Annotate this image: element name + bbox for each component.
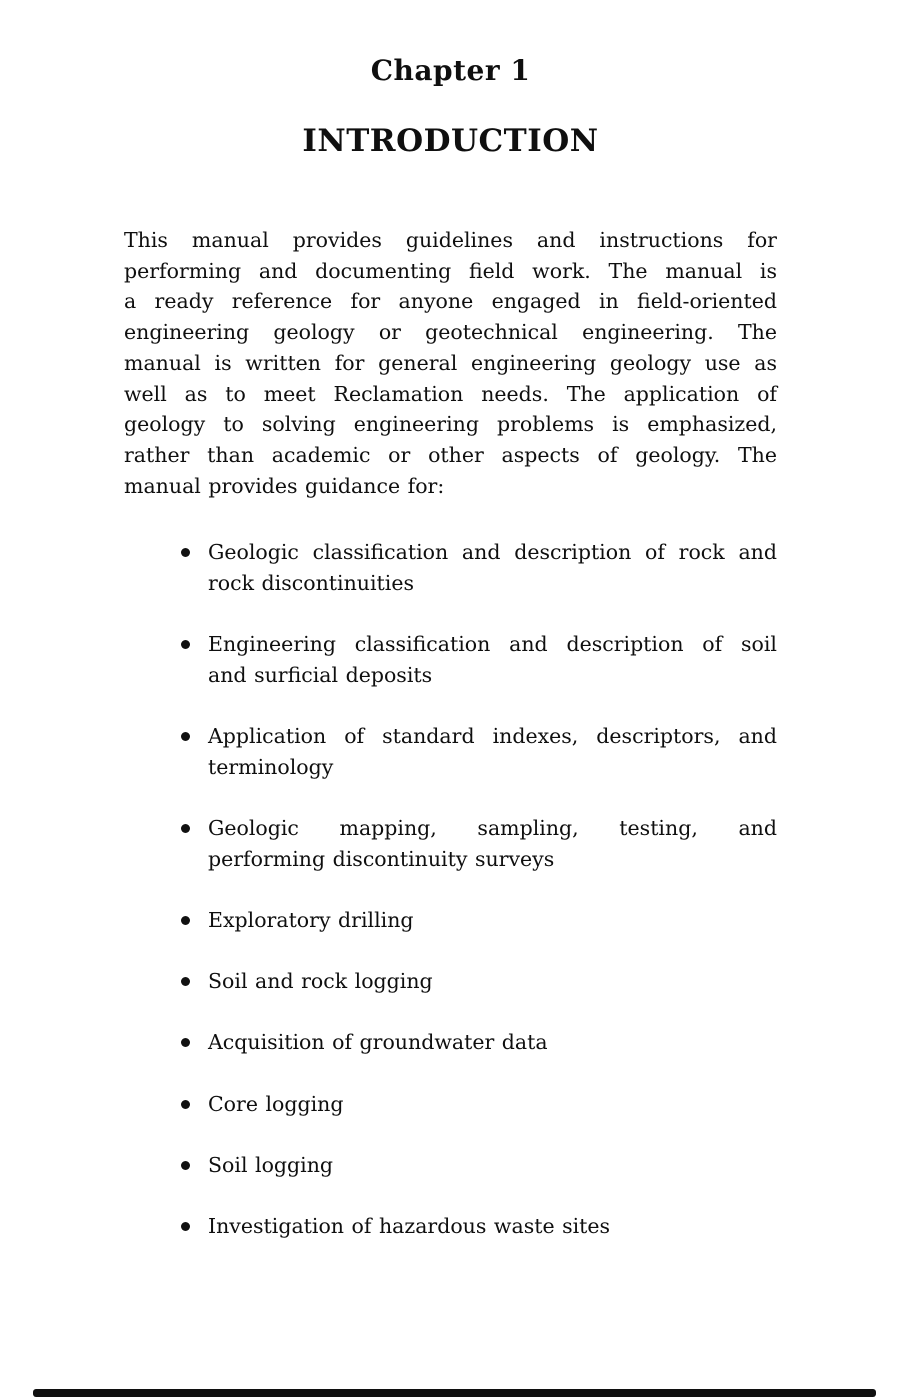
list-item-line: performing discontinuity surveys <box>208 846 555 871</box>
paragraph-line: performing and documenting field work. The manual is <box>124 258 777 283</box>
bullet-icon <box>181 548 190 557</box>
bullet-icon <box>181 916 190 925</box>
paragraph-line: manual is written for general engineering geology use as <box>124 350 777 375</box>
list-item <box>124 1027 777 1058</box>
list-item <box>124 813 777 874</box>
page-title: INTRODUCTION <box>302 123 599 159</box>
paragraph-line: This manual provides guidelines and instructions for <box>124 228 777 252</box>
list-item-line: rock discontinuities <box>208 571 414 596</box>
list-item <box>124 721 777 782</box>
list-item-line: Geologic classification and description of rock and <box>208 540 777 565</box>
paragraph-line: engineering geology or geotechnical engineering. The <box>124 320 777 345</box>
bullet-icon <box>181 977 190 986</box>
list-item-line: Acquisition of groundwater data <box>208 1030 548 1055</box>
list-item-line: Exploratory drilling <box>208 907 414 932</box>
list-item <box>124 1089 777 1120</box>
list-item <box>124 1150 777 1181</box>
list-item-line: Investigation of hazardous waste sites <box>208 1213 611 1238</box>
list-item-line: Core logging <box>208 1091 344 1116</box>
list-item-line: Engineering classification and description of soil <box>208 632 777 657</box>
scan-edge-artifact <box>33 1389 876 1397</box>
list-item-line: Soil logging <box>208 1152 334 1177</box>
bullet-icon <box>181 1038 190 1047</box>
list-item-line: Soil and rock logging <box>208 969 433 994</box>
bullet-icon <box>181 1161 190 1170</box>
guidance-list <box>124 537 777 1241</box>
list-item-line: and surficial deposits <box>208 662 433 687</box>
list-item <box>124 1211 777 1242</box>
bullet-icon <box>181 1100 190 1109</box>
paragraph-line: a ready reference for anyone engaged in field-oriented <box>124 289 777 314</box>
paragraph-line: rather than academic or other aspects of geology. The <box>124 442 777 467</box>
list-item <box>124 905 777 936</box>
bullet-icon <box>181 640 190 649</box>
list-item-line: Geologic mapping, sampling, testing, and <box>208 816 777 841</box>
chapter-label: Chapter 1 <box>370 54 531 87</box>
page-content <box>124 0 777 1272</box>
bullet-icon <box>181 1222 190 1231</box>
list-item <box>124 629 777 690</box>
list-item <box>124 966 777 997</box>
bullet-icon <box>181 732 190 741</box>
paragraph-line: well as to meet Reclamation needs. The application of <box>124 381 777 406</box>
paragraph-line: geology to solving engineering problems is emphasized, <box>124 412 777 437</box>
list-item-line: Application of standard indexes, descriptors, and <box>208 724 777 749</box>
list-item <box>124 537 777 598</box>
list-item-line: terminology <box>208 754 334 779</box>
bullet-icon <box>181 824 190 833</box>
paragraph-line: manual provides guidance for: <box>124 473 445 498</box>
intro-paragraph <box>124 225 777 501</box>
